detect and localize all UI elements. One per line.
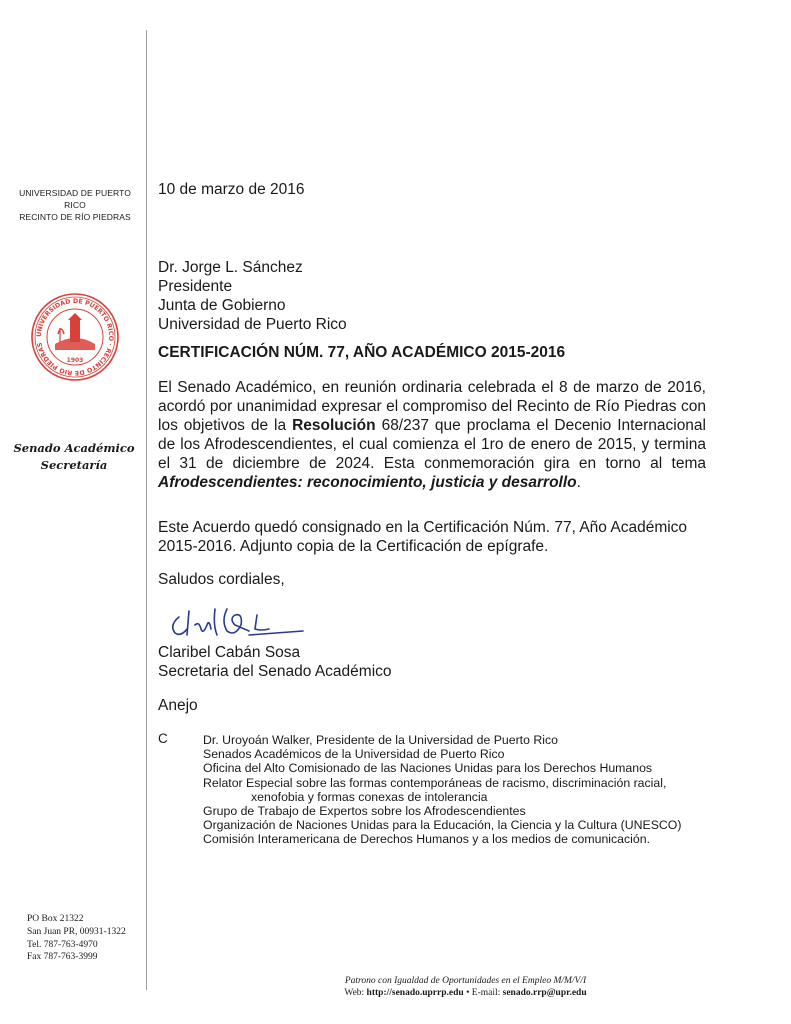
resolution-label: Resolución	[292, 417, 376, 434]
cc-item: Organización de Naciones Unidas para la Educación, la Ciencia y la Cultura (UNESCO)	[203, 818, 682, 833]
office-line1: Senado Académico	[13, 441, 135, 455]
cc-list	[203, 733, 681, 847]
office-name	[10, 440, 138, 474]
letter-subject: CERTIFICACIÓN NÚM. 77, AÑO ACADÉMICO 2015-2016	[158, 344, 566, 361]
recipient-title: Presidente	[158, 278, 233, 295]
university-name: UNIVERSIDAD DE PUERTO RICO	[19, 188, 131, 210]
campus-name: RECINTO DE RÍO PIEDRAS	[19, 212, 131, 222]
cc-item: Relator Especial sobre las formas contemporáneas de racismo, discriminación racial,	[203, 775, 667, 790]
para1-text-a: El Senado Académico, en reunión ordinaria celebrada el 8 de marzo de 2016, acordó por unanimidad expresar el compromiso del Recinto de Río Piedras con los objetivos de la	[158, 379, 706, 434]
contact-footer	[0, 987, 791, 999]
web-label: Web:	[344, 988, 367, 998]
cc-item-continued: xenofobia y formas conexas de intolerancia	[251, 789, 488, 804]
cc-item: Oficina del Alto Comisionado de las Naciones Unidas para los Derechos Humanos	[203, 761, 653, 776]
body-paragraph-2: Este Acuerdo quedó consignado en la Certificación Núm. 77, Año Académico 2015-2016. Adjunto copia de la Certificación de epígrafe.	[158, 519, 688, 555]
attachment-note: Anejo	[158, 697, 198, 714]
recipient-institution: Universidad de Puerto Rico	[158, 316, 347, 333]
closing: Saludos cordiales,	[158, 571, 285, 588]
body-paragraph-1	[158, 378, 706, 492]
letterhead-institution	[14, 187, 136, 223]
office-line2: Secretaría	[40, 458, 108, 472]
recipient-block	[158, 258, 347, 334]
cc-item: Dr. Uroyoán Walker, Presidente de la Universidad de Puerto Rico	[203, 733, 558, 747]
cc-label: C	[158, 731, 168, 746]
email-label: • E-mail:	[463, 988, 503, 998]
cc-item: Senados Académicos de la Universidad de Puerto Rico	[203, 747, 505, 762]
university-seal	[30, 292, 120, 382]
web-link[interactable]: http://senado.uprrp.edu	[366, 988, 464, 998]
seal-year: 1903	[66, 357, 84, 364]
para1-text-b: 68/237 que proclama el Decenio Internacional de los Afrodescendientes, el cual comienza el 1ro de enero de 2015, y termina el 31 de diciembre de 2024. Esta conmemoración gira en torno al tema	[158, 417, 706, 472]
para1-end: .	[576, 474, 581, 491]
contact-city: San Juan PR, 00931-1322	[27, 926, 126, 937]
signer-name: Claribel Cabán Sosa	[158, 644, 301, 661]
vertical-divider	[146, 30, 147, 990]
contact-info	[27, 913, 126, 964]
seal-text: UNIVERSIDAD DE PUERTO RICO · RECINTO DE RIO PIEDRAS	[35, 297, 115, 377]
equal-opportunity-note: Patrono con Igualdad de Oportunidades en el Empleo M/M/V/I	[344, 976, 587, 986]
letter-date: 10 de marzo de 2016	[158, 181, 305, 198]
contact-po-box: PO Box 21322	[27, 914, 84, 924]
recipient-org: Junta de Gobierno	[158, 297, 286, 314]
page-footer	[0, 975, 791, 999]
theme-text: Afrodescendientes: reconocimiento, justicia y desarrollo	[158, 474, 577, 491]
recipient-name: Dr. Jorge L. Sánchez	[158, 259, 303, 276]
signer-title: Secretaria del Senado Académico	[158, 663, 392, 680]
cc-item: Grupo de Trabajo de Expertos sobre los Afrodescendientes	[203, 804, 526, 819]
contact-fax: Fax 787-763-3999	[27, 952, 98, 963]
email-link[interactable]: senado.rrp@upr.edu	[502, 988, 587, 998]
contact-phone: Tel. 787-763-4970	[27, 939, 98, 950]
cc-item: Comisión Interamericana de Derechos Humanos y a los medios de comunicación.	[203, 832, 650, 847]
signer-block	[158, 643, 392, 681]
